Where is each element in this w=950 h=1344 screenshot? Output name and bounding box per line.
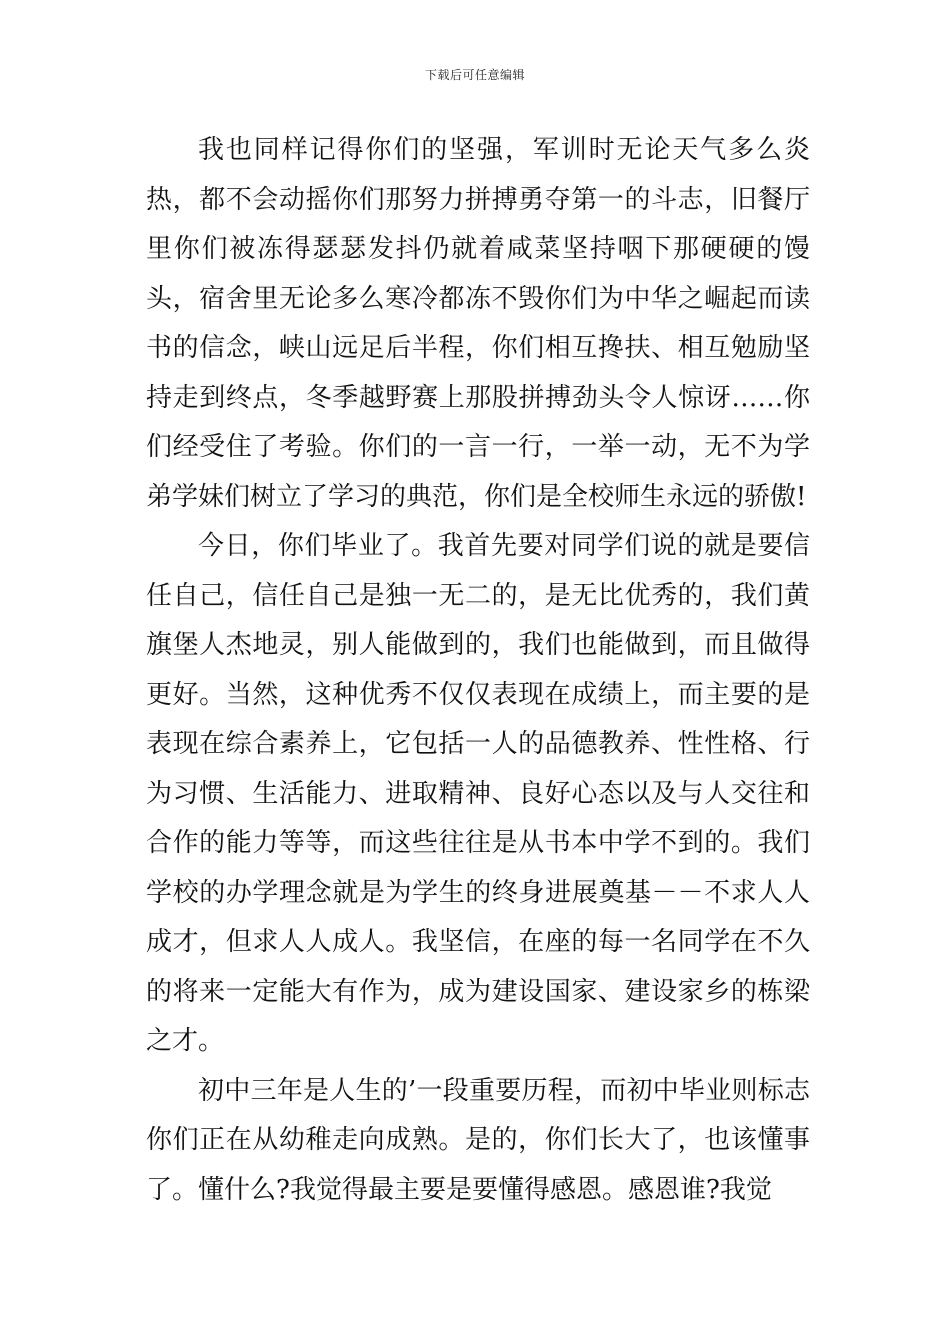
paragraph-1: 我也同样记得你们的坚强，军训时无论天气多么炎热，都不会动摇你们那努力拼搏勇夺第一的斗志，旧餐厅里你们被冻得瑟瑟发抖仍就着咸菜坚持咽下那硬硬的馒头，宿舍里无论多么寒冷都冻不毁你们为中华之崛起而读书的信念，峡山远足后半程，你们相互搀扶、相互勉励坚持走到终点，冬季越野赛上那股拼搏劲头令人惊讶……你们经受住了考验。你们的一言一行，一举一动，无不为学弟学妹们树立了学习的典范，你们是全校师生永远的骄傲! <box>146 135 810 512</box>
body-text <box>146 126 810 1215</box>
paragraph-2: 今日，你们毕业了。我首先要对同学们说的就是要信任自己，信任自己是独一无二的，是无比优秀的，我们黄旗堡人杰地灵，别人能做到的，我们也能做到，而且做得更好。当然，这种优秀不仅仅表现在成绩上，而主要的是表现在综合素养上，它包括一人的品德教养、性性格、行为习惯、生活能力、进取精神、良好心态以及与人交往和合作的能力等等，而这些往往是从书本中学不到的。我们学校的办学理念就是为学生的终身进展奠基－－不求人人成才，但求人人成人。我坚信，在座的每一名同学在不久的将来一定能大有作为，成为建设国家、建设家乡的栋梁之才。 <box>146 531 810 1056</box>
paragraph-3: 初中三年是人生的’一段重要历程，而初中毕业则标志你们正在从幼稚走向成熟。是的，你们长大了，也该懂事了。懂什么?我觉得最主要是要懂得感恩。感恩谁?我觉 <box>146 1075 810 1205</box>
header-note: 下载后可任意编辑 <box>424 68 525 82</box>
